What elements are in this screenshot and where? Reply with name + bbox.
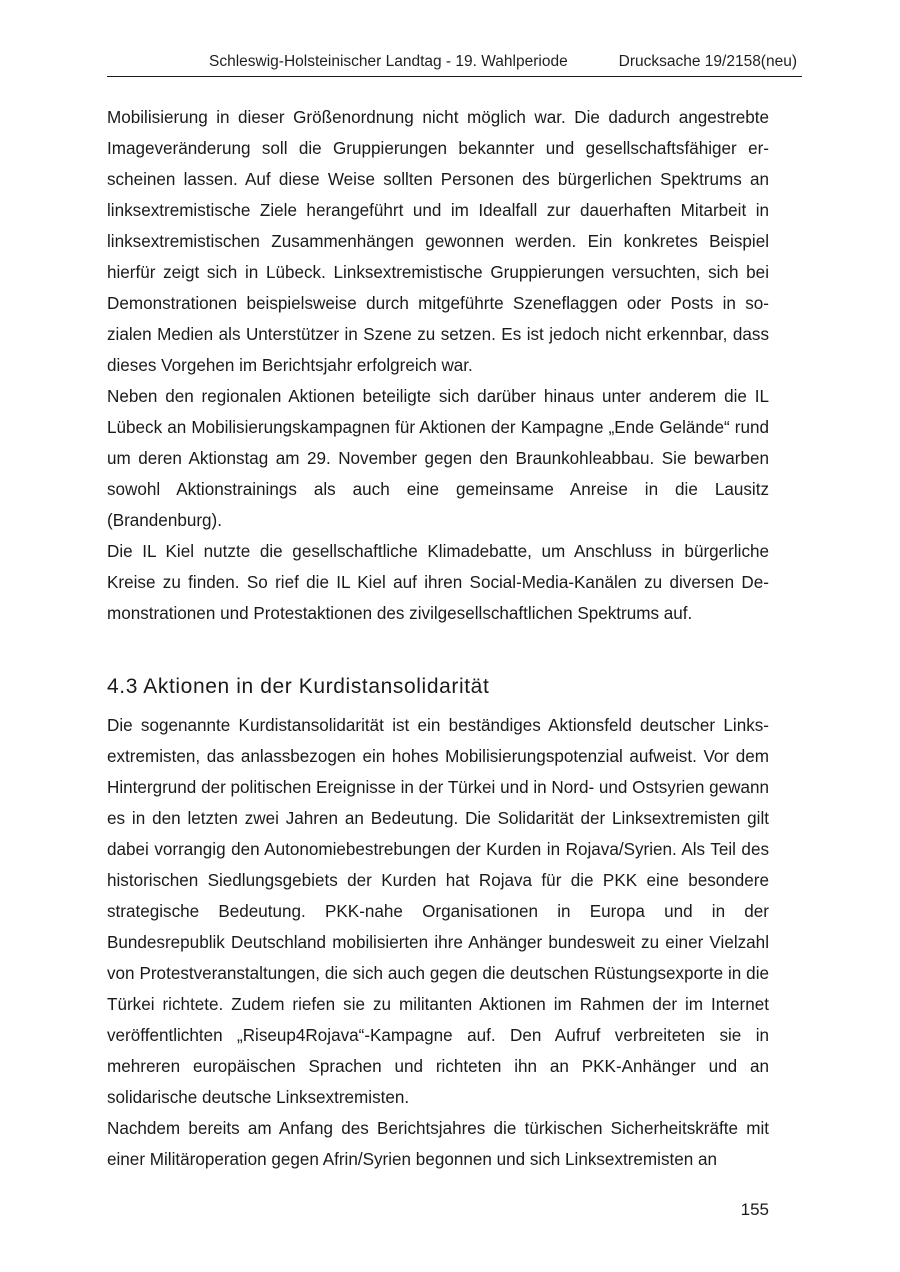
section-heading: 4.3 Aktionen in der Kurdistansolidarität	[107, 675, 490, 698]
header-rule	[107, 76, 802, 77]
header-document-number: Drucksache 19/2158(neu)	[618, 53, 797, 70]
paragraph-kurdistansolidaritaet: Die sogenannte Kurdistansolidarität ist ein beständiges Aktionsfeld deutscher Linksextremisten, das anlassbezogen ein hohes Mobilisierungspotenzial aufweist. Vor dem Hintergrund der politischen Ereignisse in der Türkei und in Nord- und Ostsyrien gewann es in den letzten zwei Jahren an Bedeutung. Die Solidarität der Linksextremisten gilt dabei vorrangig den Autonomiebestrebungen der Kurden in Rojava/Syrien. Als Teil des historischen Siedlungsgebiets der Kurden hat Rojava für die PKK eine besondere strategische Bedeutung. PKK-nahe Organisationen in Europa und in der Bundesrepublik Deutschland mobilisierten ihre Anhänger bundesweit zu einer Vielzahl von Protestveranstaltungen, die sich auch gegen die deutschen Rüstungsexporte in die Türkei richtete. Zudem riefen sie zu militanten Aktionen im Rahmen der im Internet veröffentlichten „Riseup4Rojava“-Kampagne auf. Den Aufruf verbreiteten sie in mehreren europäischen Sprachen und richteten ihn an PKK-Anhänger und an solidarische deutsche Linksextremisten.	[107, 716, 769, 1107]
body-text	[107, 102, 769, 1175]
page-header	[107, 50, 802, 74]
header-title: Schleswig-Holsteinischer Landtag - 19. Wahlperiode	[209, 53, 568, 70]
page-number: 155	[740, 1200, 769, 1219]
paragraph-il-luebeck: Neben den regionalen Aktionen beteiligte sich darüber hinaus unter anderem die IL Lübeck an Mobilisierungskampagnen für Aktionen der Kampagne „Ende Gelände“ rund um deren Aktionstag am 29. November gegen den Braunkohleabbau. Sie bewarben sowohl Aktionstrainings als auch eine gemeinsame Anreise in die Lausitz (Brandenburg).	[107, 387, 769, 530]
paragraph-il-kiel: Die IL Kiel nutzte die gesellschaftliche Klimadebatte, um Anschluss in bürgerliche Kreise zu finden. So rief die IL Kiel auf ihren Social-Media-Kanälen zu diversen Demonstrationen und Protestaktionen des zivilgesellschaftlichen Spektrums auf.	[107, 542, 769, 623]
paragraph-afrin: Nachdem bereits am Anfang des Berichtsjahres die türkischen Sicherheitskräfte mit einer Militäroperation gegen Afrin/Syrien begonnen und sich Linksextremisten an	[107, 1119, 769, 1169]
paragraph-mobilisierung: Mobilisierung in dieser Größenordnung nicht möglich war. Die dadurch angestrebte Imageveränderung soll die Gruppierungen bekannter und gesellschaftsfähiger erscheinen lassen. Auf diese Weise sollten Personen des bürgerlichen Spektrums an linksextremistische Ziele herangeführt und im Idealfall zur dauerhaften Mitarbeit in linksextremistischen Zusammenhängen gewonnen werden. Ein konkretes Beispiel hierfür zeigt sich in Lübeck. Linksextremistische Gruppierungen versuchten, sich bei Demonstrationen beispielsweise durch mitgeführte Szeneflaggen oder Posts in sozialen Medien als Unterstützer in Szene zu setzen. Es ist jedoch nicht erkennbar, dass dieses Vorgehen im Berichtsjahr erfolgreich war.	[107, 108, 769, 375]
